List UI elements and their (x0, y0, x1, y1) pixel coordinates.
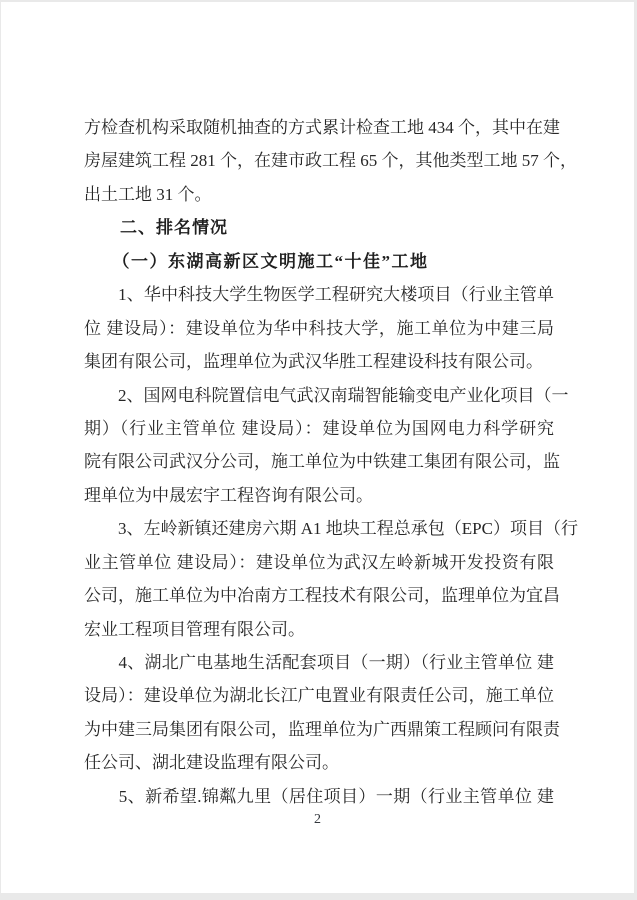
text-line: 公司，施工单位为中冶南方工程技术有限公司，监理单位为宜昌 (84, 586, 560, 606)
text-line: 房屋建筑工程 281 个，在建市政工程 65 个，其他类型工地 57 个， (84, 151, 577, 171)
text-line: 宏业工程项目管理有限公司。 (84, 619, 305, 639)
text-line: 为中建三局集团有限公司，监理单位为广西鼎策工程顾问有限责 (84, 719, 560, 739)
text-line: 位 建设局）：建设单位为华中科技大学，施工单位为中建三局 (84, 318, 554, 338)
text-line: 出土工地 31 个。 (84, 184, 212, 204)
text-line: 理单位为中晟宏宇工程咨询有限公司。 (84, 485, 373, 505)
text-line: 设局）：建设单位为湖北长江广电置业有限责任公司，施工单位 (84, 686, 554, 706)
text-line: 4、湖北广电基地生活配套项目（一期）（行业主管单位 建 (84, 653, 554, 672)
page-number: 2 (314, 812, 321, 827)
section-heading: 二、排名情况 (84, 218, 228, 238)
subsection-heading: （一）东湖高新区文明施工“十佳”工地 (84, 251, 429, 271)
text-line: 期）（行业主管单位 建设局）：建设单位为国网电力科学研究 (84, 418, 554, 438)
document-text-block (84, 111, 578, 813)
text-line: 院有限公司武汉分公司，施工单位为中铁建工集团有限公司，监 (84, 452, 560, 472)
document-page (1, 2, 634, 893)
text-line: 3、左岭新镇还建房六期 A1 地块工程总承包（EPC）项目（行 (84, 519, 578, 539)
text-line: 2、国网电科院置信电气武汉南瑞智能输变电产业化项目（一 (84, 385, 569, 405)
text-line: 1、华中科技大学生物医学工程研究大楼项目（行业主管单 (84, 285, 554, 305)
text-line: 5、新希望.锦粼九里（居住项目）一期（行业主管单位 建 (84, 786, 554, 806)
text-line: 任公司、湖北建设监理有限公司。 (84, 753, 339, 773)
text-line: 集团有限公司，监理单位为武汉华胜工程建设科技有限公司。 (84, 352, 543, 372)
text-line: 业主管单位 建设局）：建设单位为武汉左岭新城开发投资有限 (84, 552, 554, 572)
text-line: 方检查机构采取随机抽查的方式累计检查工地 434 个，其中在建 (84, 118, 560, 137)
